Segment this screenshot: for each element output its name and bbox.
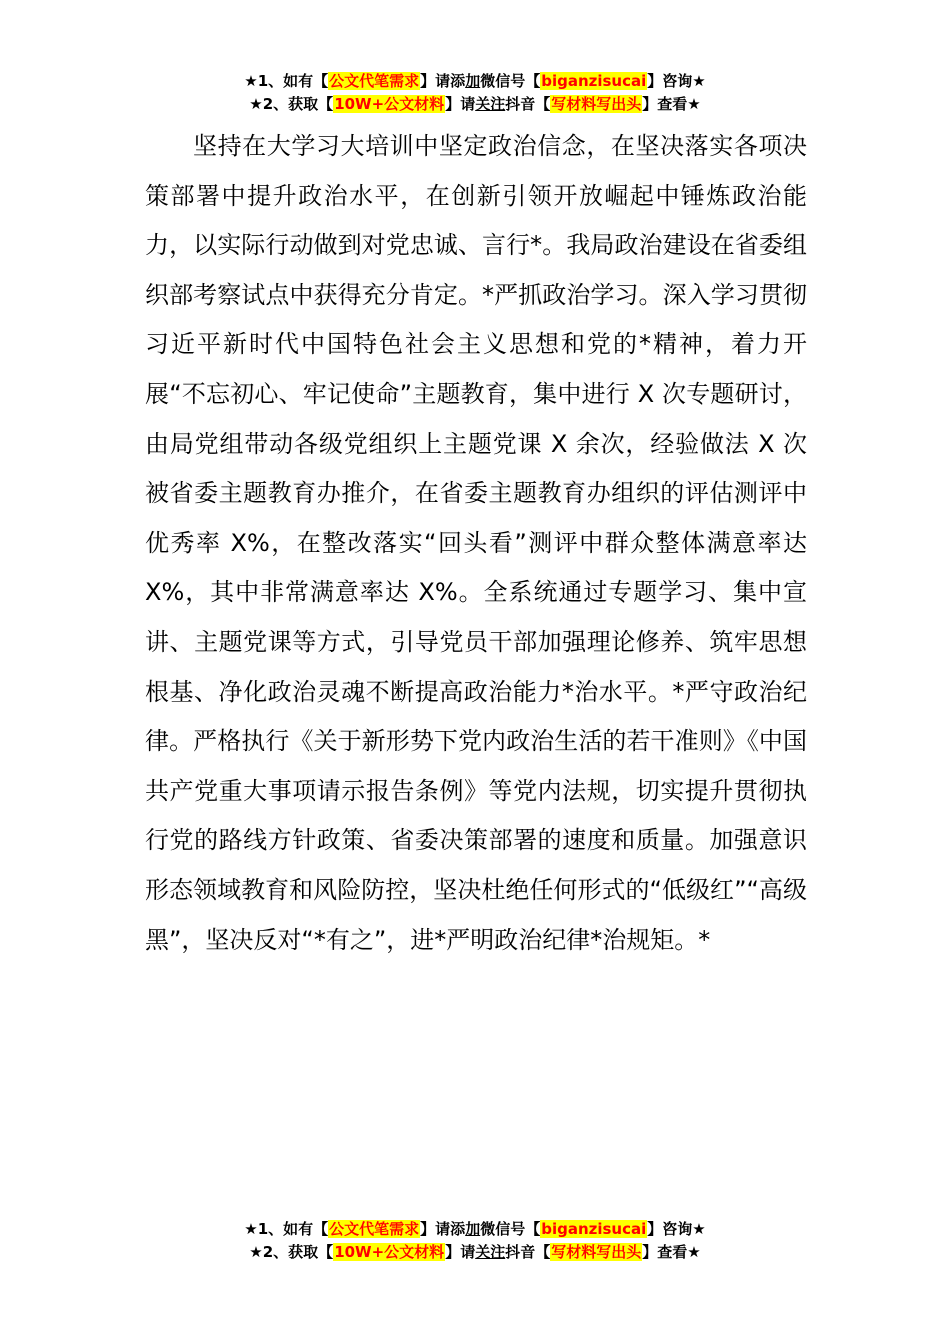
footer-line-1-highlight-wechat-id: biganzisucai [541,1220,647,1238]
footer-line-2-underlined: 关注 [475,1243,506,1261]
banner-line-2-suffix: 】查看★ [642,95,701,113]
banner-line-2 [0,93,950,116]
banner-line-2-prefix: ★2、获取【 [249,95,334,113]
footer-line-1-middle-b: 微信号【 [480,1220,541,1238]
footer-line-1-underlined: 加 [465,1220,481,1238]
footer-line-1-suffix: 】咨询★ [647,1220,706,1238]
banner-line-1 [0,70,950,93]
footer-line-2-middle-a: 】请 [445,1243,476,1261]
footer-banner-line-2 [0,1241,950,1264]
banner-line-1-highlight-service: 公文代笔需求 [329,72,420,90]
footer-banner-line-1 [0,1218,950,1241]
banner-line-2-highlight-materials: 10W+公文材料 [334,95,445,113]
footer-line-1-prefix: ★1、如有【 [244,1220,329,1238]
banner-line-2-highlight-douyin: 写材料写出头 [551,95,642,113]
banner-line-1-middle-b: 微信号【 [480,72,541,90]
banner-line-1-suffix: 】咨询★ [647,72,706,90]
banner-line-1-prefix: ★1、如有【 [244,72,329,90]
footer-line-2-prefix: ★2、获取【 [249,1243,334,1261]
footer-banner [0,1218,950,1264]
banner-line-2-underlined: 关注 [475,95,506,113]
footer-line-1-highlight-service: 公文代笔需求 [329,1220,420,1238]
banner-line-1-highlight-wechat-id: biganzisucai [541,72,647,90]
footer-line-2-suffix: 】查看★ [642,1243,701,1261]
banner-line-2-middle-a: 】请 [445,95,476,113]
footer-line-2-highlight-materials: 10W+公文材料 [334,1243,445,1261]
footer-line-2-middle-b: 抖音【 [505,1243,551,1261]
body-paragraph: 坚持在大学习大培训中坚定政治信念，在坚决落实各项决策部署中提升政治水平，在创新引领开放崛起中锤炼政治能力，以实际行动做到对党忠诚、言行*。我局政治建设在省委组织部考察试点中获得充分肯定。*严抓政治学习。深入学习贯彻习近平新时代中国特色社会主义思想和党的*精神，着力开展“不忘初心、牢记使命”主题教育，集中进行 X 次专题研讨，由局党组带动各级党组织上主题党课 X 余次，经验做法 X 次被省委主题教育办推介，在省委主题教育办组织的评估测评中优秀率 X%，在整改落实“回头看”测评中群众整体满意率达 X%，其中非常满意率达 X%。全系统通过专题学习、集中宣讲、主题党课等方式，引导党员干部加强理论修养、筑牢思想根基、净化政治灵魂不断提高政治能力*治水平。*严守政治纪律。严格执行《关于新形势下党内政治生活的若干准则》《中国共产党重大事项请示报告条例》等党内法规，切实提升贯彻执行党的路线方针政策、省委决策部署的速度和质量。加强意识形态领域教育和风险防控，坚决杜绝任何形式的“低级红”“高级黑”，坚决反对“*有之”，进*严明政治纪律*治规矩。* [145,132,807,954]
footer-line-1-middle-a: 】请添 [420,1220,466,1238]
header-banner [0,70,950,116]
banner-line-2-middle-b: 抖音【 [505,95,551,113]
banner-line-1-middle-a: 】请添 [420,72,466,90]
footer-line-2-highlight-douyin: 写材料写出头 [551,1243,642,1261]
banner-line-1-underlined: 加 [465,72,481,90]
